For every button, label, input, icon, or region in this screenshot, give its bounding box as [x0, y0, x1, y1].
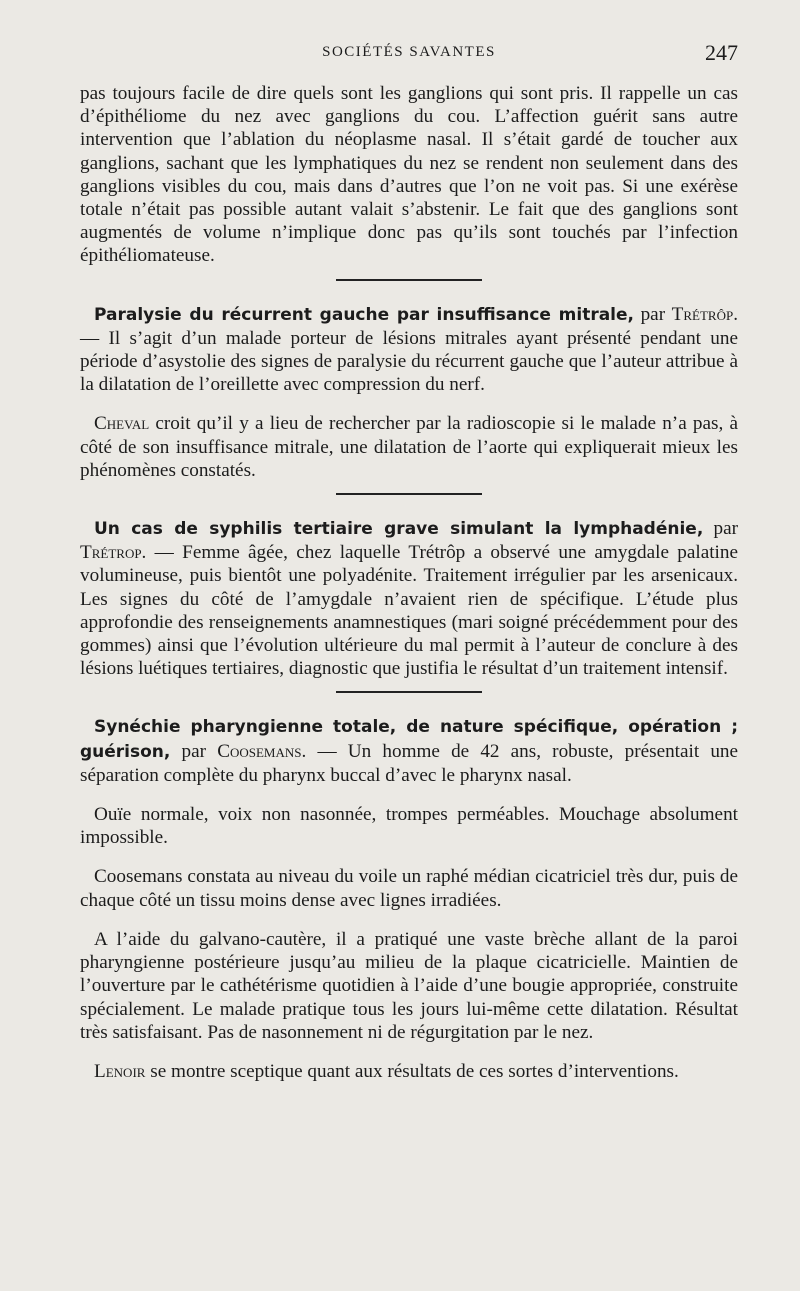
page-number: 247 [705, 40, 738, 65]
section-body: — Femme âgée, chez laquelle Trétrôp a observé une amygdale palatine volumineuse, puis bientôt une polyadénite. Traitement irrégulier par les arsenicaux. Les signes du côté de l’amygdale n’avaient rien de spécifique. L’étude plus approfondie des renseignements anamnestiques (mari soigné précédemment pour des gommes) ainsi que l’évolution ultérieure du mal permit à l’auteur de conclure à des lésions luétiques tertiaires, diagnostic que justifia le résultat d’un traitement intensif. [80, 542, 738, 680]
section-body: — Un homme de 42 ans, robuste, présentait une séparation complète du pharynx buccal d’avec le pharynx nasal. [80, 740, 739, 786]
running-title: SOCIÉTÉS SAVANTES [322, 44, 496, 60]
paragraph [80, 412, 738, 482]
section-lead-paragraph [80, 715, 738, 787]
author-name: Lenoir [94, 1060, 146, 1082]
section-lead-paragraph [80, 517, 738, 680]
section-title: Paralysie du récurrent gauche par insuffisance mitrale, [94, 304, 634, 325]
section-body: — Il s’agit d’un malade porteur de lésions mitrales ayant présenté pendant une période d’asystolie des signes de paralysie du récurrent gauche que l’auteur attribue à la dilatation de l’oreillette avec compression du nerf. [80, 327, 738, 396]
paragraph [80, 803, 738, 849]
author-name: Trétrôp. [671, 303, 739, 325]
author-name: Cheval [94, 413, 150, 435]
paragraph-text: se montre sceptique quant aux résultats de ces sortes d’interventions. [150, 1060, 679, 1082]
section-lead-paragraph [80, 303, 738, 397]
by-word: par [713, 518, 739, 540]
paragraph-text: Ouïe normale, voix non nasonnée, trompes perméables. Mouchage absolument impossible. [80, 804, 738, 849]
paragraph [80, 1060, 738, 1083]
section-pharyngeal-synechia [80, 715, 738, 1083]
author-name: Trétrop. [80, 542, 147, 564]
paragraph [80, 928, 738, 1044]
paragraph-text: A l’aide du galvano-cautère, il a pratiqué une vaste brèche allant de la paroi pharyngienne postérieure jusqu’au milieu de la plaque cicatricielle. Maintien de l’ouverture par le cathétérisme quotidien à l’aide d’une bougie appropriée, construite spécialement. Le malade pratique tous les jours lui-même cette dilatation. Résultat très satisfaisant. Pas de nasonnement ni de régurgitation par le nez. [80, 928, 738, 1043]
by-word: par [181, 740, 207, 762]
author-name: Coosemans. [217, 740, 307, 762]
section-tertiary-syphilis [80, 517, 738, 680]
by-word: par [640, 303, 666, 325]
section-title: Un cas de syphilis tertiaire grave simulant la lymphadénie, [94, 519, 704, 540]
paragraph-text: croit qu’il y a lieu de rechercher par la radioscopie si le malade n’a pas, à côté de son insuffisance mitrale, une dilatation de l’aorte qui expliquerait mieux les phénomènes constatés. [80, 413, 739, 481]
section-recurrent-paralysis [80, 303, 738, 482]
paragraph-text: Coosemans constata au niveau du voile un raphé médian cicatriciel très dur, puis de chaque côté un tissu moins dense avec lignes irradiées. [80, 866, 738, 911]
paragraph [80, 865, 738, 911]
page-header [80, 40, 738, 70]
continuation-paragraph: pas toujours facile de dire quels sont les ganglions qui sont pris. Il rappelle un cas d’épithéliome du nez avec ganglions du cou. L’affection guérit sans autre intervention que l’ablation du néoplasme nasal. Il s’était gardé de toucher aux ganglions, sachant que les lymphatiques du nez se rendent non seulement dans des ganglions visibles du cou, mais dans d’autres que l’on ne voit pas. Si une exérèse totale n’était pas possible autant valait s’abstenir. Le fait que des ganglions sont augmentés de volume n’implique donc pas qu’ils sont touchés par l’infection épithéliomateuse. [80, 83, 738, 267]
section-title: Synéchie pharyngienne totale, de nature spécifique, opération ; guérison, [80, 717, 738, 762]
